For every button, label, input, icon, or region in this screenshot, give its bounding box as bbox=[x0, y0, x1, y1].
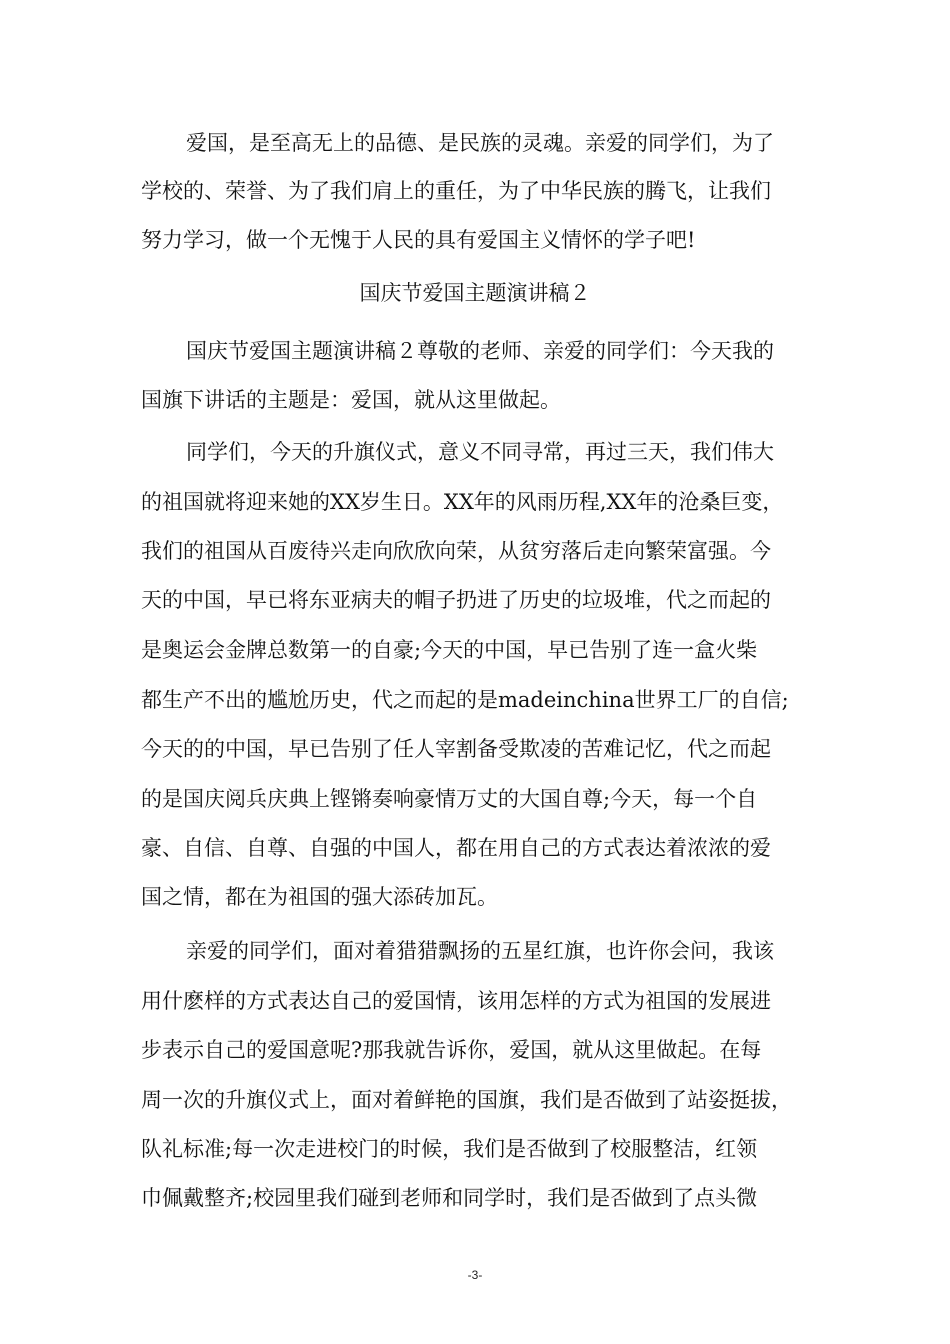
text-line: 今天的的中国，早已告别了任人宰割备受欺凌的苦难记忆，代之而起 bbox=[141, 737, 771, 761]
text-line: 学校的、荣誉、为了我们肩上的重任，为了中华民族的腾飞，让我们 bbox=[141, 179, 771, 203]
text-line: 豪、自信、自尊、自强的中国人，都在用自己的方式表达着浓浓的爱 bbox=[141, 836, 771, 860]
text-line: 国旗下讲话的主题是：爱国，就从这里做起。 bbox=[141, 388, 561, 412]
text-line: 国之情，都在为祖国的强大添砖加瓦。 bbox=[141, 885, 498, 909]
text-line: 国庆节爱国主题演讲稿２尊敬的老师、亲爱的同学们：今天我的 bbox=[186, 339, 774, 363]
page-number: -3- bbox=[467, 1268, 483, 1282]
text-line: 努力学习，做一个无愧于人民的具有爱国主义情怀的学子吧! bbox=[141, 228, 696, 252]
text-line: 亲爱的同学们，面对着猎猎飘扬的五星红旗，也许你会问，我该 bbox=[186, 939, 774, 963]
text-line: 同学们，今天的升旗仪式，意义不同寻常，再过三天，我们伟大 bbox=[186, 440, 774, 464]
text-line: 步表示自己的爱国意呢?那我就告诉你，爱国，就从这里做起。在每 bbox=[141, 1038, 762, 1062]
text-line: 周一次的升旗仪式上，面对着鲜艳的国旗，我们是否做到了站姿挺拔， bbox=[141, 1088, 792, 1112]
text-line: 用什麽样的方式表达自己的爱国情，该用怎样的方式为祖国的发展进 bbox=[141, 989, 771, 1013]
text-line: 的是国庆阅兵庆典上铿锵奏响豪情万丈的大国自尊;今天，每一个自 bbox=[141, 787, 758, 811]
text-line: 是奥运会金牌总数第一的自豪;今天的中国，早已告别了连一盒火柴 bbox=[141, 638, 758, 662]
text-line: 我们的祖国从百废待兴走向欣欣向荣，从贫穷落后走向繁荣富强。今 bbox=[141, 539, 771, 563]
text-line: 的祖国就将迎来她的XX岁生日。XX年的风雨历程,XX年的沧桑巨变， bbox=[141, 490, 784, 514]
text-line: 爱国，是至高无上的品德、是民族的灵魂。亲爱的同学们，为了 bbox=[186, 131, 774, 155]
text-line: 巾佩戴整齐;校园里我们碰到老师和同学时，我们是否做到了点头微 bbox=[141, 1186, 758, 1210]
text-line: 都生产不出的尴尬历史，代之而起的是madeinchina世界工厂的自信; bbox=[141, 688, 789, 712]
section-heading: 国庆节爱国主题演讲稿２ bbox=[359, 281, 591, 305]
text-line: 队礼标准;每一次走进校门的时候，我们是否做到了校服整洁，红领 bbox=[141, 1137, 758, 1161]
text-line: 天的中国，早已将东亚病夫的帽子扔进了历史的垃圾堆，代之而起的 bbox=[141, 588, 771, 612]
